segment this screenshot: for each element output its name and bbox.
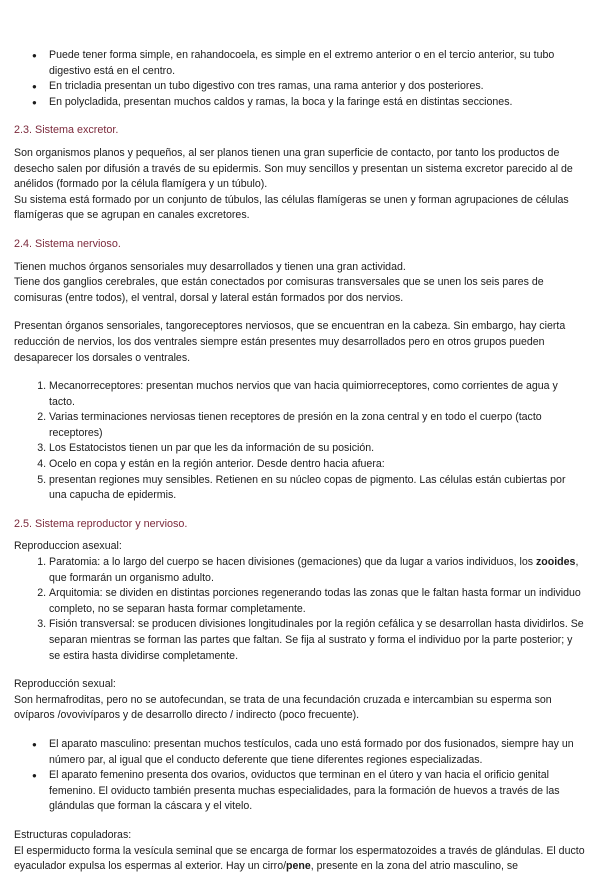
list-item: ● En polycladida, presentan muchos caldos y ramas, la boca y la faringe está en distintas secciones. — [49, 95, 586, 111]
list-item — [49, 555, 586, 586]
subheading-copuladoras: Estructuras copuladoras: — [14, 828, 132, 841]
item-text: Paratomia: a lo largo del cuerpo se hacen divisiones (gemaciones) que da lugar a varios individuos, los — [49, 556, 536, 569]
list-item: 4. Ocelo en copa y están en la región anterior. Desde dentro hacia afuera: — [49, 457, 586, 473]
subheading-sexual: Reproducción sexual: — [14, 678, 116, 691]
sensory-receptor-list — [14, 379, 586, 504]
paragraph: Presentan órganos sensoriales, tangoreceptores nerviosos, que se encuentran en la cabeza. Sin embargo, hay cierta reducción de nervios, los dos ventrales siempre están presentes muy desarrollados pero en otros grupos pueden desaparecer los dorsales o ventrales. — [14, 320, 566, 364]
list-item: ● Puede tener forma simple, en rahandocoela, es simple en el extremo anterior o en el tercio anterior, su tubo digestivo está en el centro. — [49, 48, 586, 79]
list-item: ● En tricladia presentan un tubo digestivo con tres ramas, una rama anterior y dos posteriores. — [49, 79, 586, 95]
list-item: 2. Arquitomia: se dividen en distintas porciones regenerando todas las zonas que le faltan hasta formar un individuo completo, no se separan hasta formar completamente. — [49, 586, 586, 617]
paragraph: Su sistema está formado por un conjunto de túbulos, las células flamígeras se unen y forman agrupaciones de células flamígeras que se agrupan en canales excretores. — [14, 193, 569, 222]
paragraph-text: , presente en la zona del atrio masculino, se — [310, 860, 519, 873]
bold-term: zooides — [536, 556, 576, 569]
list-item: 3. Fisión transversal: se producen divisiones longitudinales por la región cefálica y se desarrollan hasta dividirlos. Se separan mientras se forman las partes que faltan. Se fija al sustrato y forma el individuo por la parte posterior; y se estira hasta dividirse completamente. — [49, 617, 586, 664]
paragraph — [14, 844, 586, 875]
section-heading-reproductor: 2.5. Sistema reproductor y nervioso. — [14, 517, 188, 530]
list-item: ● El aparato masculino: presentan muchos testículos, cada uno está formado por dos fusionados, siempre hay un número par, al igual que el conducto deferente que tiene diferentes regiones especializadas. — [49, 737, 586, 768]
paragraph: Tienen muchos órganos sensoriales muy desarrollados y tienen una gran actividad. — [14, 260, 406, 273]
section-heading-nervioso: 2.4. Sistema nervioso. — [14, 237, 121, 250]
list-item: 3. Los Estatocistos tienen un par que les da información de su posición. — [49, 441, 586, 457]
reproductive-apparatus-list — [14, 737, 586, 815]
paragraph: Son hermafroditas, pero no se autofecundan, se trata de una fecundación cruzada e intercambian su esperma son ovíparos /ovovivíparos y de desarrollo directo / indirecto (poco frecuente). — [14, 693, 552, 722]
digestive-bullet-list — [14, 48, 586, 110]
item-text: , que formarán un organismo adulto. — [49, 556, 579, 584]
list-item: 5. presentan regiones muy sensibles. Retienen en su núcleo copas de pigmento. Las células están cubiertas por una capucha de epidermis. — [49, 473, 586, 504]
list-item: 1. Mecanorreceptores: presentan muchos nervios que van hacia quimiorreceptores, como corrientes de agua y tacto. — [49, 379, 586, 410]
list-item: ● El aparato femenino presenta dos ovarios, oviductos que terminan en el útero y van hacia el orificio genital femenino. El oviducto también presenta muchas especialidades, para la formación de huevos a través de las glándulas que forman la cáscara y el vitelo. — [49, 768, 586, 815]
paragraph: Son organismos planos y pequeños, al ser planos tienen una gran superficie de contacto, por tanto los productos de desecho salen por difusión a través de su epidermis. Son muy sencillos y presentan un sistema excretor parecido al de anélidos (formado por la célula flamígera y un túbulo). — [14, 146, 573, 191]
section-heading-excretor: 2.3. Sistema excretor. — [14, 124, 119, 137]
paragraph: Tiene dos ganglios cerebrales, que están conectados por comisuras transversales que se unen los seis pares de comisuras (entre todos), el ventral, dorsal y lateral están formados por dos nervios. — [14, 276, 544, 304]
list-item: 2. Varias terminaciones nerviosas tienen receptores de presión en la zona central y en todo el cuerpo (tacto receptores) — [49, 410, 586, 441]
asexual-reproduction-list — [14, 555, 586, 664]
bold-term: pene — [286, 860, 311, 873]
subheading-asexual: Reproduccion asexual: — [14, 540, 122, 553]
paragraph-text: El espermiducto forma la vesícula seminal que se encarga de formar los espermatozoides a través de glándulas. El ducto eyaculador expulsa los espermas al exterior. Hay un cirro/ — [14, 844, 585, 873]
